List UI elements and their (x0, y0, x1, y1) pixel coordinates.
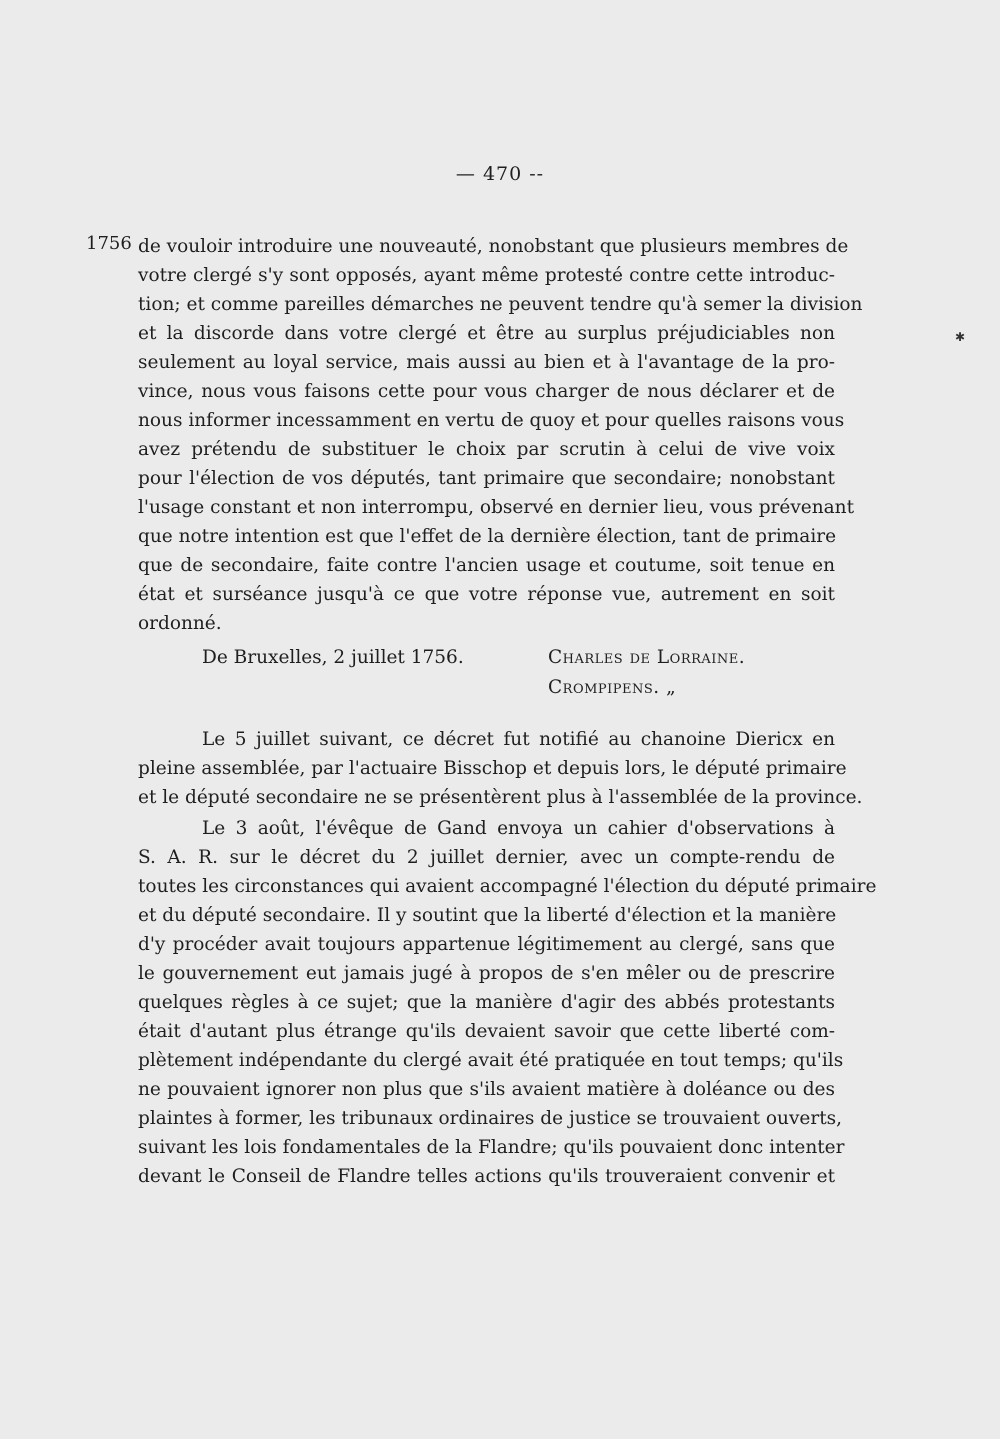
text-line: S. A. R. sur le décret du 2 juillet dernier, avec un compte-rendu de (138, 847, 835, 868)
marginal-mark: ✱ (955, 330, 966, 344)
text-line: et la discorde dans votre clergé et être au surplus préjudiciables non (138, 323, 835, 344)
text-line: plètement indépendante du clergé avait été pratiquée en tout temps; qu'ils (138, 1050, 844, 1071)
text-line: devant le Conseil de Flandre telles actions qu'ils trouveraient convenir et (138, 1166, 835, 1187)
text-line: était d'autant plus étrange qu'ils devaient savoir que cette liberté com- (138, 1021, 835, 1042)
text-line: pleine assemblée, par l'actuaire Bisschop et depuis lors, le député primaire (138, 758, 847, 779)
margin-year-note: 1756 (86, 233, 132, 254)
text-line: et du député secondaire. Il y soutint que la liberté d'élection et la manière (138, 905, 837, 926)
text-line: suivant les lois fondamentales de la Flandre; qu'ils pouvaient donc intenter (138, 1137, 845, 1158)
text-line: avez prétendu de substituer le choix par scrutin à celui de vive voix (138, 439, 835, 460)
text-line: seulement au loyal service, mais aussi au bien et à l'avantage de la pro- (138, 352, 835, 373)
text-line: Le 3 août, l'évêque de Gand envoya un cahier d'observations à (202, 818, 835, 839)
text-line: d'y procéder avait toujours appartenue légitimement au clergé, sans que (138, 934, 835, 955)
text-line: vince, nous vous faisons cette pour vous charger de nous déclarer et de (138, 381, 835, 402)
signer-name: Charles de Lorraine. (548, 647, 746, 668)
text-line: votre clergé s'y sont opposés, ayant même protesté contre cette introduc- (138, 265, 835, 286)
text-line: tion; et comme pareilles démarches ne peuvent tendre qu'à semer la division (138, 294, 863, 315)
text-line: de vouloir introduire une nouveauté, nonobstant que plusieurs membres de (138, 236, 849, 257)
text-line: toutes les circonstances qui avaient accompagné l'élection du député primaire (138, 876, 877, 897)
text-line: quelques règles à ce sujet; que la manière d'agir des abbés protestants (138, 992, 835, 1013)
text-line: le gouvernement eut jamais jugé à propos de s'en mêler ou de prescrire (138, 963, 835, 984)
text-line: plaintes à former, les tribunaux ordinaires de justice se trouvaient ouverts, (138, 1108, 843, 1129)
text-line: ordonné. (138, 613, 222, 634)
text-line: nous informer incessamment en vertu de quoy et pour quelles raisons vous (138, 410, 845, 431)
countersigner-name: Crompipens. „ (548, 677, 677, 698)
text-line: Le 5 juillet suivant, ce décret fut notifié au chanoine Diericx en (202, 729, 835, 750)
text-line: l'usage constant et non interrompu, observé en dernier lieu, vous prévenant (138, 497, 855, 518)
place-date: De Bruxelles, 2 juillet 1756. (202, 647, 464, 668)
text-line: que de secondaire, faite contre l'ancien usage et coutume, soit tenue en (138, 555, 835, 576)
text-line: ne pouvaient ignorer non plus que s'ils avaient matière à doléance ou des (138, 1079, 835, 1100)
page-number: — 470 -- (455, 163, 545, 185)
text-line: pour l'élection de vos députés, tant primaire que secondaire; nonobstant (138, 468, 835, 489)
text-line: état et surséance jusqu'à ce que votre réponse vue, autrement en soit (138, 584, 835, 605)
text-line: que notre intention est que l'effet de la dernière élection, tant de primaire (138, 526, 837, 547)
text-line: et le député secondaire ne se présentèrent plus à l'assemblée de la province. (138, 787, 863, 808)
